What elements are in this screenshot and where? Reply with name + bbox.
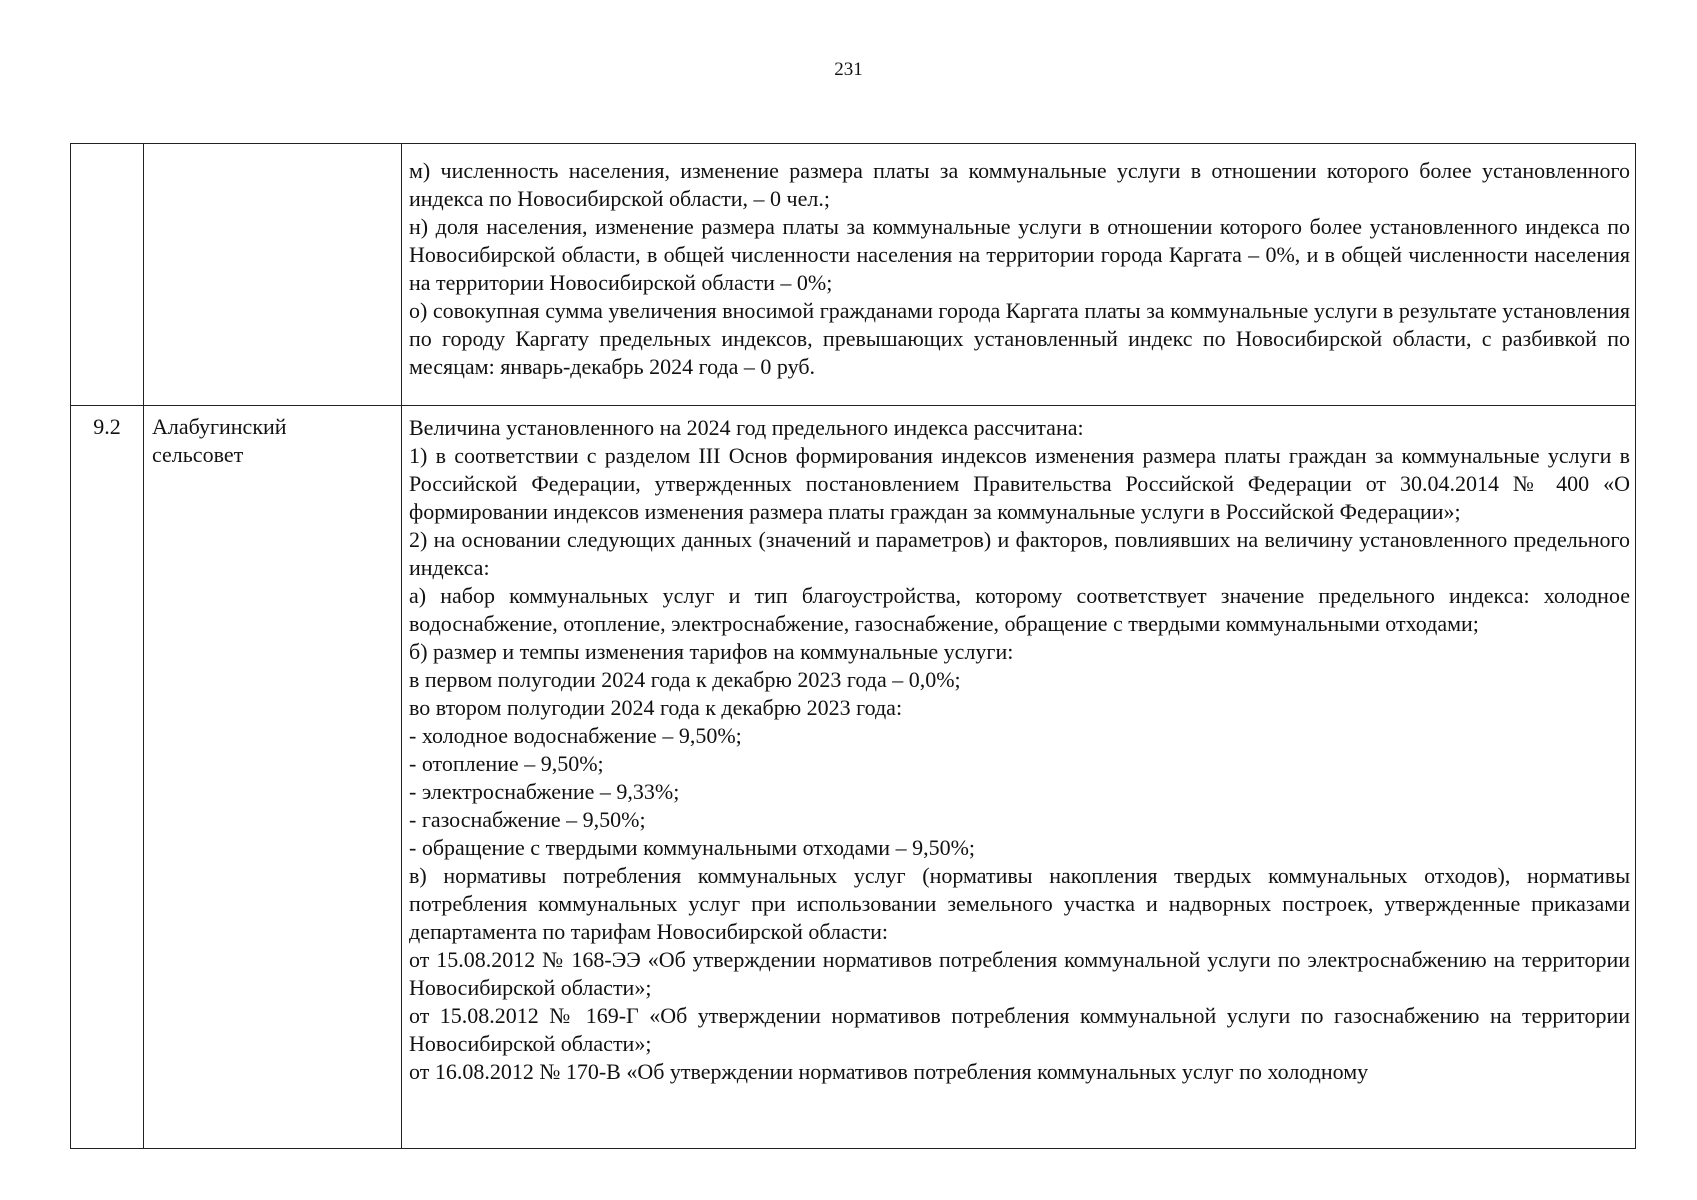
list-item: - отопление – 9,50%; — [409, 751, 604, 776]
paragraph: 2) на основании следующих данных (значений и параметров) и факторов, повлиявших на величину установленного предельного индекса: — [409, 527, 1630, 580]
row-number-cell — [71, 144, 144, 406]
page-number: 231 — [834, 59, 863, 80]
paragraph: б) размер и темпы изменения тарифов на коммунальные услуги: — [409, 639, 1014, 664]
paragraph: н) доля населения, изменение размера платы за коммунальные услуги в отношении которого более установленного индекса по Новосибирской области, в общей численности населения на территории города Каргата – 0%, и в общей численности населения на территории Новосибирской области – 0%; — [409, 214, 1630, 295]
list-item: - газоснабжение – 9,50%; — [409, 807, 646, 832]
document-table — [70, 143, 1636, 1149]
list-item: - обращение с твердыми коммунальными отходами – 9,50%; — [409, 835, 976, 860]
paragraph: в) нормативы потребления коммунальных услуг (нормативы накопления твердых коммунальных отходов), нормативы потребления коммунальных услуг при использовании земельного участка и надворных построек, утвержденные приказами департамента по тарифам Новосибирской области: — [409, 863, 1630, 944]
paragraph: м) численность населения, изменение размера платы за коммунальные услуги в отношении которого более установленного индекса по Новосибирской области, – 0 чел.; — [409, 158, 1630, 211]
description-cell — [402, 406, 1636, 1149]
paragraph: о) совокупная сумма увеличения вносимой гражданами города Каргата платы за коммунальные услуги в результате установления по городу Каргату предельных индексов, превышающих установленный индекс по Новосибирской области, с разбивкой по месяцам: январь-декабрь 2024 года – 0 руб. — [409, 298, 1630, 379]
table-row — [71, 406, 1636, 1149]
list-item: - электроснабжение – 9,33%; — [409, 779, 680, 804]
paragraph: от 15.08.2012 № 169-Г «Об утверждении нормативов потребления коммунальной услуги по газоснабжению на территории Новосибирской области»; — [409, 1003, 1630, 1056]
row-number-cell: 9.2 — [71, 406, 144, 1149]
list-item: - холодное водоснабжение – 9,50%; — [409, 723, 742, 748]
paragraph: от 16.08.2012 № 170-В «Об утверждении нормативов потребления коммунальных услуг по холодному — [409, 1059, 1369, 1084]
municipality-name-cell — [144, 144, 402, 406]
table-row — [71, 144, 1636, 406]
paragraph: в первом полугодии 2024 года к декабрю 2023 года – 0,0%; — [409, 667, 961, 692]
paragraph: 1) в соответствии с разделом III Основ формирования индексов изменения размера платы граждан за коммунальные услуги в Российской Федерации, утвержденных постановлением Правительства Российской Федерации от 30.04.2014 № 400 «О формировании индексов изменения размера платы граждан за коммунальные услуги в Российской Федерации»; — [409, 443, 1630, 524]
paragraph: от 15.08.2012 № 168-ЭЭ «Об утверждении нормативов потребления коммунальной услуги по электроснабжению на территории Новосибирской области»; — [409, 947, 1630, 1000]
paragraph: а) набор коммунальных услуг и тип благоустройства, которому соответствует значение предельного индекса: холодное водоснабжение, отопление, электроснабжение, газоснабжение, обращение с твердыми коммунальными отходами; — [409, 583, 1630, 636]
municipality-name-line: Алабугинский — [152, 414, 287, 439]
municipality-name-line: сельсовет — [152, 442, 244, 467]
paragraph: во втором полугодии 2024 года к декабрю 2023 года: — [409, 695, 903, 720]
paragraph: Величина установленного на 2024 год предельного индекса рассчитана: — [409, 415, 1084, 440]
description-cell — [402, 144, 1636, 406]
municipality-name-cell — [144, 406, 402, 1149]
